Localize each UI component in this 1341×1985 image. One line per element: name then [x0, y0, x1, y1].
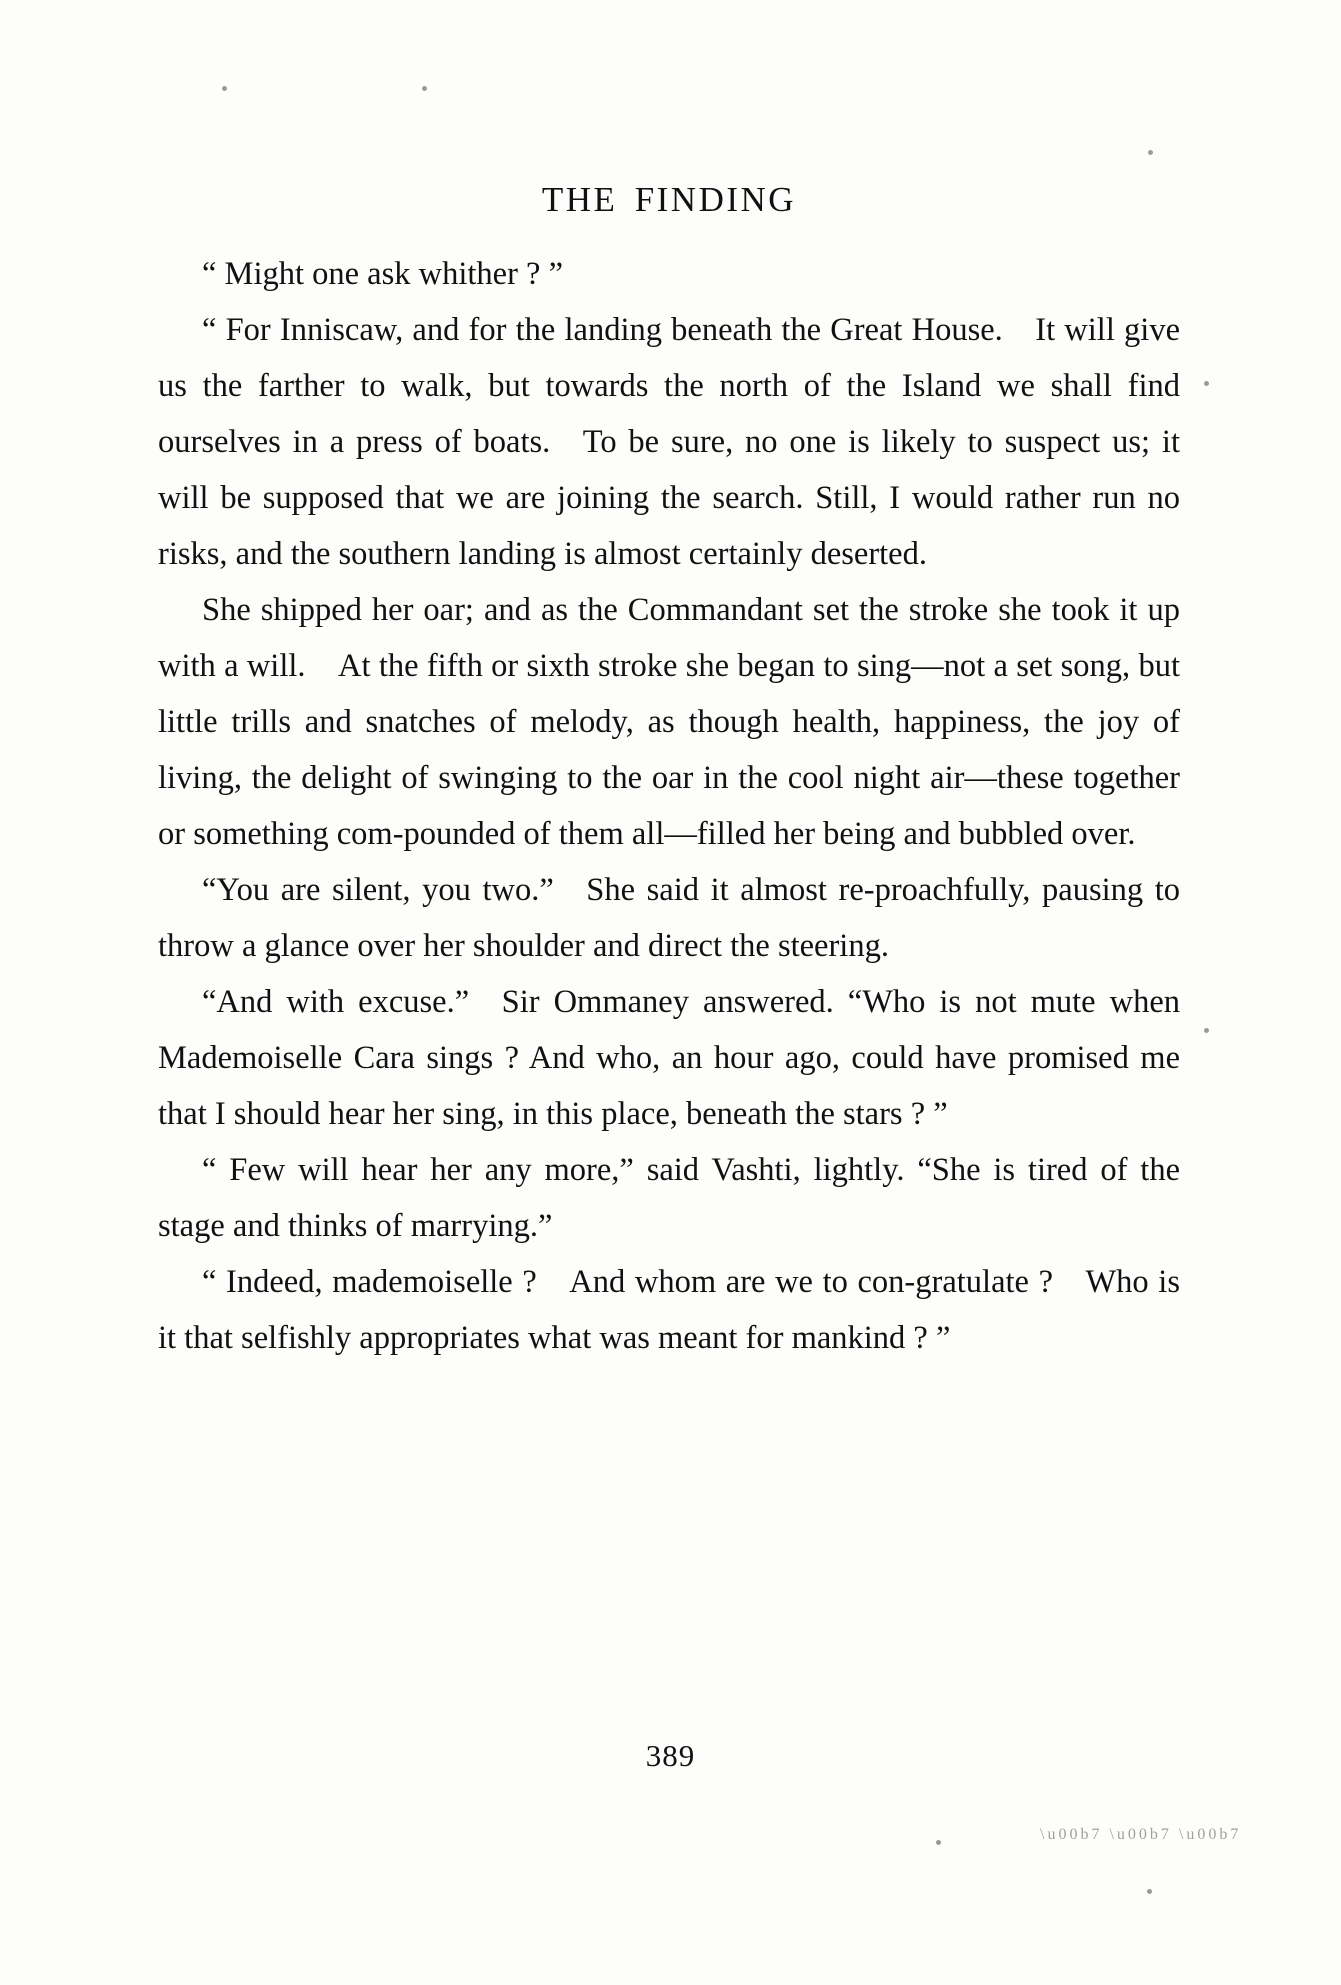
page-speck	[936, 1840, 941, 1845]
paragraph: “ Indeed, mademoiselle ? And whom are we to con-gratulate ? Who is it that selfishly appropriates what was meant for mankind ? ”	[158, 1264, 1180, 1356]
page-speck	[222, 86, 227, 91]
page-speck	[422, 86, 427, 91]
page-smudge: \u00b7 \u00b7 \u00b7	[1040, 1826, 1242, 1843]
page-speck	[1204, 381, 1209, 386]
paragraph: She shipped her oar; and as the Commandant set the stroke she took it up with a will. At the fifth or sixth stroke she began to sing—not a set song, but little trills and snatches of melody, as though health, happiness, the joy of living, the delight of swinging to the oar in the cool night air—these together or something com-pounded of them all—filled her being and bubbled over.	[158, 592, 1180, 852]
page-title: THE FINDING	[541, 180, 797, 219]
paragraph: “ For Inniscaw, and for the landing beneath the Great House. It will give us the farther to walk, but towards the north of the Island we shall find ourselves in a press of boats. To be sure, no one is likely to suspect us; it will be supposed that we are joining the search. Still, I would rather run no risks, and the southern landing is almost certainly deserted.	[158, 312, 1180, 572]
page-number: 389	[645, 1738, 696, 1773]
page-speck	[1148, 150, 1153, 155]
paragraph: “ Might one ask whither ? ”	[202, 256, 564, 292]
page-speck	[1204, 1028, 1209, 1033]
page-content	[158, 180, 1180, 1366]
paragraph: “You are silent, you two.” She said it almost re-proachfully, pausing to throw a glance over her shoulder and direct the steering.	[158, 872, 1180, 964]
paragraph: “And with excuse.” Sir Ommaney answered. “Who is not mute when Mademoiselle Cara sings ? And who, an hour ago, could have promised me that I should hear her sing, in this place, beneath the stars ? ”	[158, 984, 1180, 1132]
page-speck	[1147, 1889, 1152, 1894]
paragraph: “ Few will hear her any more,” said Vashti, lightly. “She is tired of the stage and thinks of marrying.”	[158, 1152, 1180, 1244]
